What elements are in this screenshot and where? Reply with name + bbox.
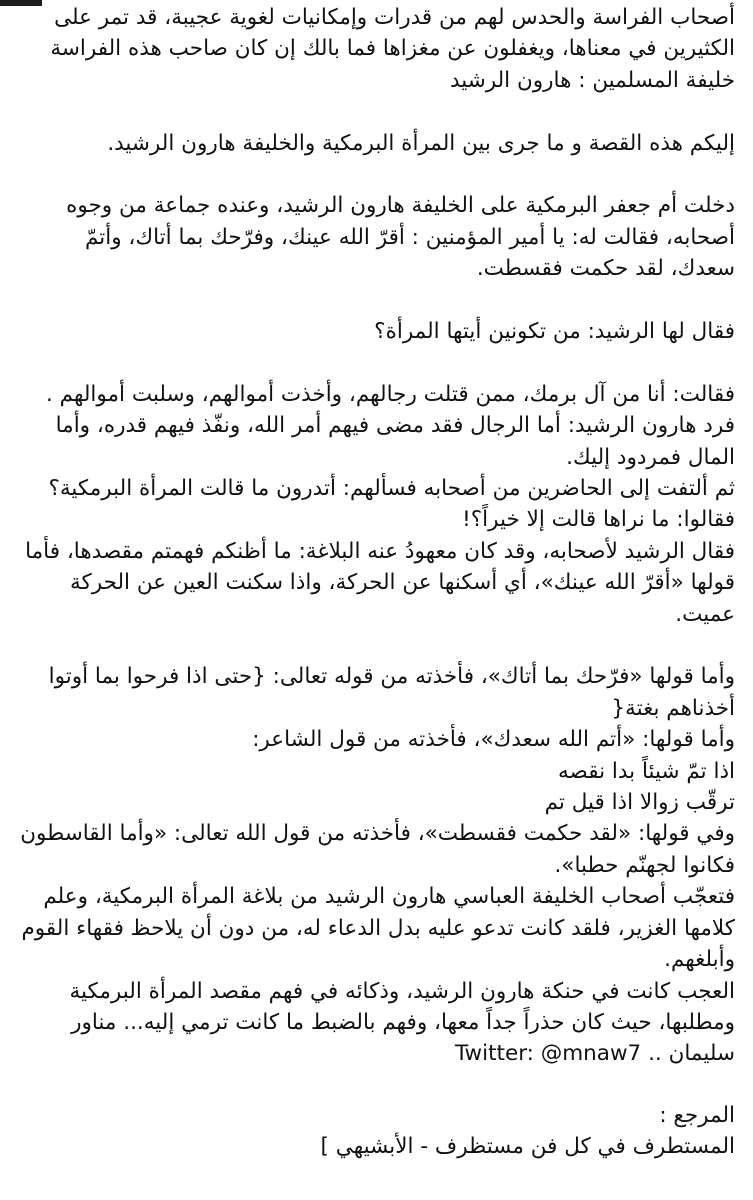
fourth-phrase-paragraph: وفي قولها: «لقد حكمت فقسطت»، فأخذته من قول الله تعالى: «وأما القاسطون فكانوا لجهنّم حطبا».: [20, 821, 735, 878]
third-phrase-paragraph: وأما قولها: «أتم الله سعدك»، فأخذته من قول الشاعر:: [252, 727, 735, 753]
lead-in-paragraph: إليكم هذه القصة و ما جرى بين المرأة البرمكية والخليفة هارون الرشيد.: [107, 130, 735, 156]
companions-answer-paragraph: فقالوا: ما نراها قالت إلا خيراً؟!: [462, 507, 735, 533]
woman-answer-paragraph: فقالت: أنا من آل برمك، ممن قتلت رجالهم، وأخذت أموالهم، وسلبت أموالهم .: [45, 381, 735, 407]
poem-line-2: ترقّب زوالا اذا قيل تم: [544, 790, 735, 816]
rashid-question-paragraph: فقال لها الرشيد: من تكونين أيتها المرأة؟: [374, 319, 735, 345]
twitter-credit: Twitter: @mnaw7: [454, 1041, 642, 1067]
conclusion-text: العجب كانت في حنكة هارون الرشيد، وذكائه في فهم مقصد المرأة البرمكية ومطلبها، حيث كان حذراً جداً معها، وفهم بالضبط ما كانت ترمي إليه... مناور سليمان ..: [69, 978, 735, 1067]
reference-source: المستطرف في كل فن مستظرف - الأبشيهي ]: [320, 1134, 735, 1160]
second-phrase-paragraph: وأما قولها «فرّحك بما أتاك»، فأخذته من قوله تعالى: {حتى اذا فرحوا بما أوتوا أخذناهم بغتة{: [48, 664, 735, 721]
reference-label: المرجع :: [659, 1102, 735, 1128]
rashid-reply-paragraph: فرد هارون الرشيد: أما الرجال فقد مضى فيهم أمر الله، ونفّذ فيهم قدره، وأما المال فمردود إليك.: [55, 413, 735, 470]
rashid-explains-paragraph: فقال الرشيد لأصحابه، وقد كان معهودُ عنه البلاغة: ما أظنكم فهمتم مقصدها، فأما قولها «أقرّ الله عينك»، أي أسكنها عن الحركة، واذا سكنت العين عن الحركة عميت.: [25, 538, 735, 627]
poem-line-1: اذا تمّ شيئاً بدا نقصه: [558, 758, 735, 784]
conclusion-paragraph: [17, 976, 735, 1070]
article-body: [17, 2, 735, 1163]
intro-paragraph: أصحاب الفراسة والحدس لهم من قدرات وإمكانيات لغوية عجيبة، قد تمر على الكثيرين في معناها، ويغفلون عن مغزاها فما بالك إن كان صاحب هذه الفراسة خليفة المسلمين : هارون الرشيد: [50, 5, 735, 93]
turn-to-companions-paragraph: ثم ألتفت إلى الحاضرين من أصحابه فسألهم: أتدرون ما قالت المرأة البرمكية؟: [48, 476, 735, 502]
astonishment-paragraph: فتعجّب أصحاب الخليفة العباسي هارون الرشيد من بلاغة المرأة البرمكية، وعلم كلامها الغزير، فلقد كانت تدعو عليه بدل الدعاء له، من دون أن يلاحظ فقهاء القوم وأبلغهم.: [21, 884, 735, 973]
story-opening-paragraph: دخلت أم جعفر البرمكية على الخليفة هارون الرشيد، وعنده جماعة من وجوه أصحابه، فقالت له: يا أمير المؤمنين : أقرّ الله عينك، وفرّحك بما أتاك، وأتمّ سعدك، لقد حكمت فقسطت.: [66, 193, 735, 282]
